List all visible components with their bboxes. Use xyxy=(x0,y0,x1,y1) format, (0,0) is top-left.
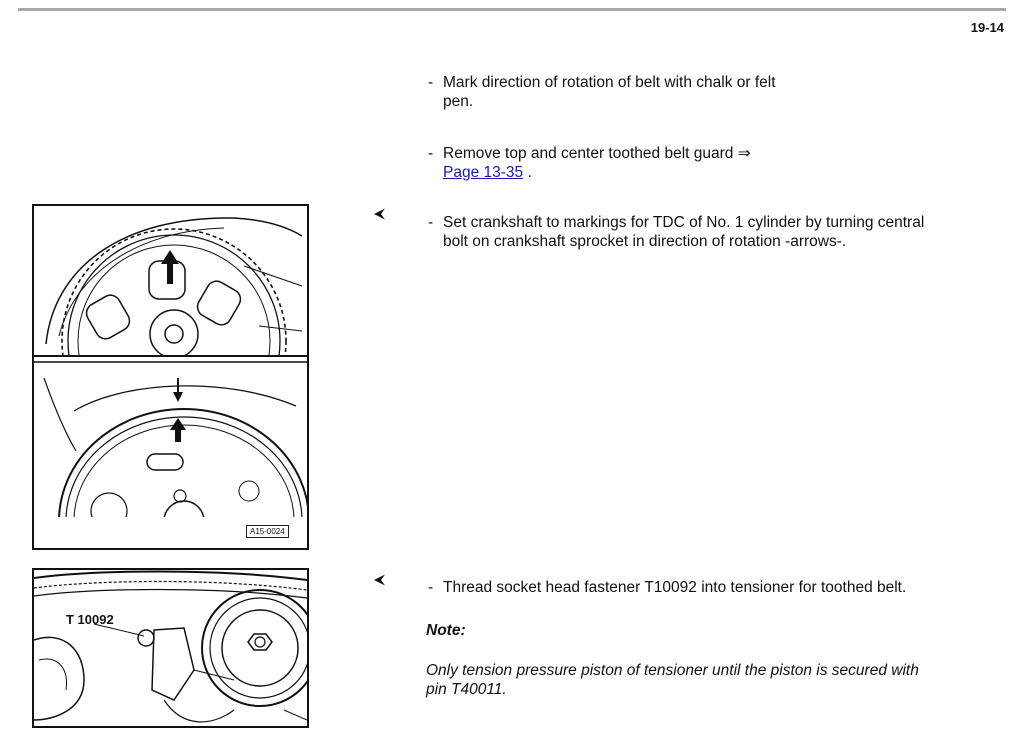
step-link-line xyxy=(443,163,751,182)
crankshaft-tdc-figure xyxy=(32,204,309,550)
step-thread-fastener xyxy=(428,578,906,597)
tensioner-illustration-icon xyxy=(34,570,307,728)
step-text-line: Mark direction of rotation of belt with chalk or felt xyxy=(443,74,776,91)
step-dash: - xyxy=(428,74,434,91)
top-rule xyxy=(18,8,1006,11)
note-line: Only tension pressure piston of tensioner until the piston is secured with xyxy=(426,662,919,679)
step-text-line: pen. xyxy=(443,93,474,110)
step-text-line: bolt on crankshaft sprocket in direction of rotation -arrows-. xyxy=(443,233,847,250)
note-heading: Note: xyxy=(426,622,466,639)
step-remove-guard xyxy=(428,144,751,182)
step-dash: - xyxy=(428,145,434,162)
figure-id: A15-0024 xyxy=(246,525,289,538)
step-text-line: Thread socket head fastener T10092 into tensioner for toothed belt. xyxy=(443,579,907,596)
note-body xyxy=(426,661,996,699)
left-pointer-icon xyxy=(372,572,388,588)
link-suffix: . xyxy=(527,164,532,181)
page-number: 19-14 xyxy=(970,20,1004,35)
step-set-crankshaft xyxy=(428,213,924,251)
step-mark-direction xyxy=(428,73,776,111)
step-text-line: Remove top and center toothed belt guard ⇒ xyxy=(443,145,751,162)
left-pointer-icon xyxy=(372,206,388,222)
page-link[interactable]: Page 13-35 xyxy=(443,164,524,181)
step-text-line: Set crankshaft to markings for TDC of No. 1 cylinder by turning central xyxy=(443,214,925,231)
step-dash: - xyxy=(428,579,434,596)
crankshaft-tdc-illustration-icon xyxy=(34,206,307,548)
tensioner-figure xyxy=(32,568,309,728)
note-line: pin T40011. xyxy=(426,681,507,698)
tool-label: T 10092 xyxy=(66,612,114,627)
step-dash: - xyxy=(428,214,434,231)
